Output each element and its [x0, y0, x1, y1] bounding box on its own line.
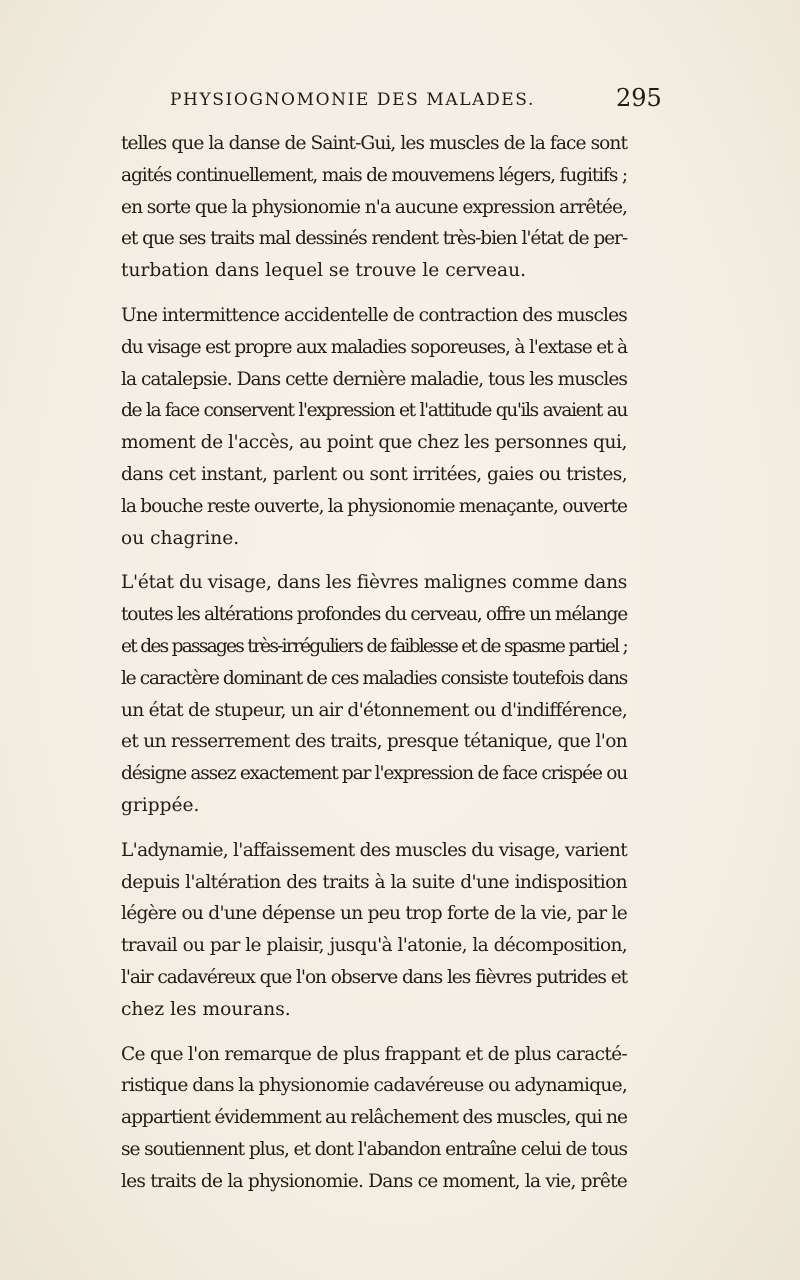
- text-line: se soutiennent plus, et dont l'abandon entraîne celui de tous: [121, 1138, 627, 1160]
- text-line: depuis l'altération des traits à la suite d'une indisposition: [121, 871, 627, 893]
- text-line: ristique dans la physionomie cadavéreuse ou adynamique,: [121, 1075, 627, 1097]
- text-line: grippée.: [121, 794, 200, 816]
- text-line: de la face conservent l'expression et l'attitude qu'ils avaient au: [121, 400, 627, 422]
- body-text: [121, 128, 627, 1211]
- text-line: et des passages très-irréguliers de faiblesse et de spasme partiel ;: [121, 635, 627, 657]
- text-line: l'air cadavéreux que l'on observe dans les fièvres putrides et: [121, 966, 627, 988]
- text-line: du visage est propre aux maladies soporeuses, à l'extase et à: [121, 336, 627, 358]
- text-line: toutes les altérations profondes du cerveau, offre un mélange: [121, 604, 627, 626]
- running-title: PHYSIOGNOMONIE DES MALADES.: [170, 90, 535, 110]
- text-line: le caractère dominant de ces maladies consiste toutefois dans: [121, 667, 627, 689]
- text-line: L'état du visage, dans les fièvres malignes comme dans: [121, 572, 627, 594]
- text-line: la bouche reste ouverte, la physionomie menaçante, ouverte: [121, 495, 627, 517]
- text-line: et un resserrement des traits, presque tétanique, que l'on: [121, 731, 627, 753]
- paragraph-4: [121, 835, 627, 1026]
- text-line: légère ou d'une dépense un peu trop forte de la vie, par le: [121, 903, 627, 925]
- text-line: Une intermittence accidentelle de contraction des muscles: [121, 304, 627, 326]
- text-line: et que ses traits mal dessinés rendent très-bien l'état de per-: [121, 228, 627, 250]
- paragraph-5: [121, 1039, 627, 1198]
- text-line: dans cet instant, parlent ou sont irritées, gaies ou tristes,: [121, 463, 627, 485]
- text-line: chez les mourans.: [121, 998, 291, 1020]
- paragraph-3: [121, 567, 627, 821]
- paragraph-1: [121, 128, 627, 287]
- text-line: turbation dans lequel se trouve le cerveau.: [121, 260, 526, 282]
- text-line: appartient évidemment au relâchement des muscles, qui ne: [121, 1107, 627, 1129]
- text-line: ou chagrine.: [121, 527, 240, 549]
- page-number: 295: [616, 84, 662, 112]
- text-line: la catalepsie. Dans cette dernière maladie, tous les muscles: [121, 368, 627, 390]
- text-line: agités continuellement, mais de mouvemens légers, fugitifs ;: [121, 164, 627, 186]
- running-head: [0, 84, 800, 120]
- text-line: un état de stupeur, un air d'étonnement ou d'indifférence,: [121, 699, 627, 721]
- text-line: travail ou par le plaisir, jusqu'à l'atonie, la décomposition,: [121, 935, 627, 957]
- text-line: en sorte que la physionomie n'a aucune expression arrêtée,: [121, 196, 627, 218]
- text-line: moment de l'accès, au point que chez les personnes qui,: [121, 432, 627, 454]
- paragraph-2: [121, 300, 627, 554]
- text-line: Ce que l'on remarque de plus frappant et de plus caracté-: [121, 1043, 627, 1065]
- text-line: L'adynamie, l'affaissement des muscles du visage, varient: [121, 839, 627, 861]
- text-line: désigne assez exactement par l'expression de face crispée ou: [121, 763, 627, 785]
- text-line: telles que la danse de Saint-Gui, les muscles de la face sont: [121, 133, 627, 154]
- text-line: les traits de la physionomie. Dans ce moment, la vie, prête: [121, 1170, 627, 1192]
